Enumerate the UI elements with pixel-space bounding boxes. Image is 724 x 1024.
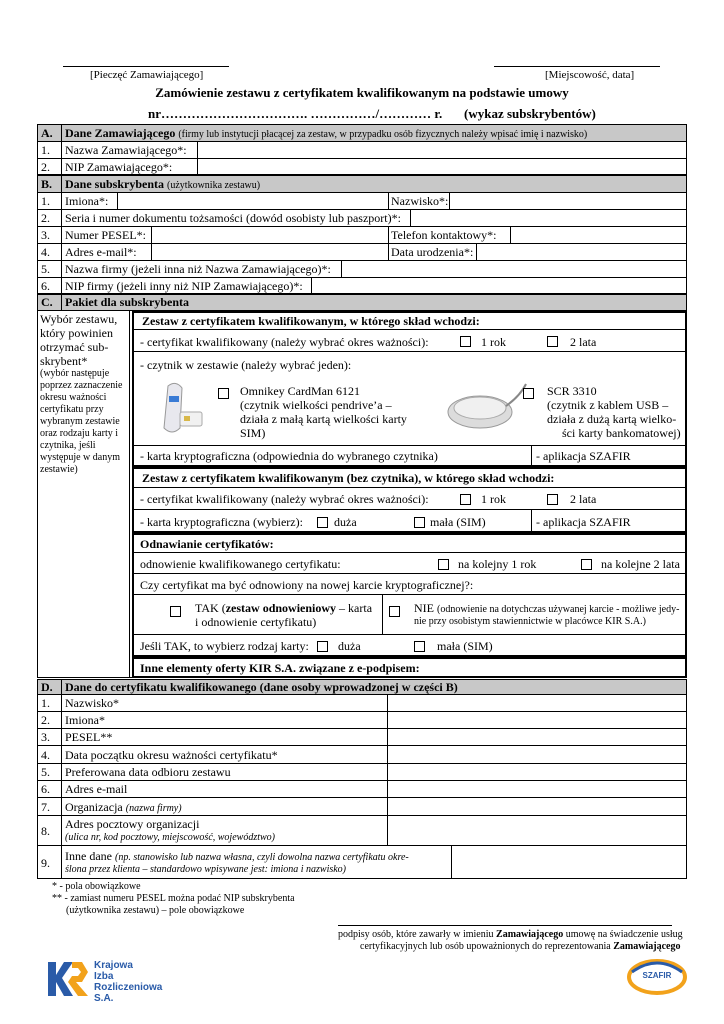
scr3310-desc: ści karty bankomatowej) bbox=[562, 426, 681, 440]
renew-1year-checkbox[interactable] bbox=[438, 559, 449, 570]
section-a-title: Dane Zamawiającego (firmy lub instytucji płacącej za zestaw, w przypadku osób fizycznych należy wpisać imię i nazwisko) bbox=[65, 126, 588, 140]
renew-no-label: NIE (odnowienie na dotychczas używanej karcie - możliwe jedy- bbox=[414, 601, 680, 615]
package-choice-note: (wybór następuje poprzez zaznaczenie okresu ważności certyfikatu przy wybranym zestawie oraz rodzaju karty i czytnika, jeśli występuje w danym zestawie) bbox=[40, 368, 123, 475]
cert-email-label: Adres e-mail bbox=[65, 782, 128, 796]
omnikey-reader-image bbox=[150, 376, 220, 440]
footnote-pesel: ** - zamiast numeru PESEL można podać NIP subskrybenta bbox=[52, 893, 295, 904]
set2-card-line: - karta kryptograficzna (wybierz): bbox=[140, 515, 303, 529]
set2-app-line: - aplikacja SZAFIR bbox=[536, 515, 631, 529]
cert-first-names-label: Imiona* bbox=[65, 713, 105, 727]
cert-email-input[interactable] bbox=[389, 781, 686, 796]
row-num: 8. bbox=[41, 824, 50, 838]
row-num: 3. bbox=[41, 228, 50, 242]
kir-logo bbox=[48, 960, 168, 1004]
renew-yes-label-2: i odnowienie certyfikatu) bbox=[195, 615, 317, 629]
omnikey-desc: SIM) bbox=[240, 426, 266, 440]
company-nip-input[interactable] bbox=[313, 278, 686, 293]
ordering-nip-label: NIP Zamawiającego*: bbox=[65, 160, 173, 174]
omnikey-desc: (czytnik wielkości pendrive’a – bbox=[240, 398, 392, 412]
set2-large-card-label: duża bbox=[334, 515, 357, 529]
row-num: 6. bbox=[41, 782, 50, 796]
row-num: 6. bbox=[41, 279, 50, 293]
cert-pesel-input[interactable] bbox=[389, 729, 686, 744]
cert-other-data-note: ślona przez klienta – standardowo wpisywane jest: imiona i nazwisko) bbox=[65, 864, 347, 875]
kir-logo-text-2: Izba bbox=[94, 971, 114, 982]
cert-postal-address-note: (ulica nr, kod pocztowy, miejscowość, województwo) bbox=[65, 832, 275, 843]
signature-caption-2: certyfikacyjnych lub osób upoważnionych do reprezentowania Zamawiającego bbox=[360, 941, 681, 952]
cert-first-names-input[interactable] bbox=[389, 712, 686, 727]
omnikey-checkbox[interactable] bbox=[218, 388, 229, 399]
company-name-label: Nazwa firmy (jeżeli inna niż Nazwa Zamawiającego)*: bbox=[65, 262, 331, 276]
renew-no-checkbox[interactable] bbox=[389, 606, 400, 617]
phone-input[interactable] bbox=[512, 227, 686, 242]
footnote-pesel-2: (użytkownika zestawu) – pole obowiązkowe bbox=[66, 905, 245, 916]
set1-cert-line: - certyfikat kwalifikowany (należy wybrać okres ważności): bbox=[140, 335, 429, 349]
email-input[interactable] bbox=[153, 244, 387, 259]
set2-2years-checkbox[interactable] bbox=[547, 494, 558, 505]
scr3310-desc: działa z dużą kartą wielko- bbox=[547, 412, 677, 426]
stamp-label: [Pieczęć Zamawiającego] bbox=[90, 69, 204, 81]
row-num: 1. bbox=[41, 696, 50, 710]
scr3310-desc: (czytnik z kablem USB – bbox=[547, 398, 669, 412]
section-c-title: Pakiet dla subskrybenta bbox=[65, 295, 190, 309]
row-num: 2. bbox=[41, 713, 50, 727]
row-num: 1. bbox=[41, 143, 50, 157]
row-num: 5. bbox=[41, 765, 50, 779]
cert-postal-address-label: Adres pocztowy organizacji bbox=[65, 817, 200, 831]
set1-1year-checkbox[interactable] bbox=[460, 336, 471, 347]
cert-other-data-label: Inne dane (np. stanowisko lub nazwa własna, czyli dowolna nazwa certyfikatu okre- bbox=[65, 849, 409, 863]
set2-1year-checkbox[interactable] bbox=[460, 494, 471, 505]
signature-caption-1: podpisy osób, które zawarły w imieniu Zamawiającego umowę na świadczenie usług bbox=[338, 929, 683, 940]
cert-other-data-input[interactable] bbox=[453, 846, 686, 878]
cert-surname-label: Nazwisko* bbox=[65, 696, 119, 710]
row-num: 4. bbox=[41, 748, 50, 762]
first-names-input[interactable] bbox=[119, 193, 387, 208]
cert-start-date-label: Data początku okresu ważności certyfikatu* bbox=[65, 748, 278, 762]
set1-title: Zestaw z certyfikatem kwalifikowanym, w którego skład wchodzi: bbox=[142, 314, 480, 328]
agreement-number: nr……………………………. ……………/………… r. bbox=[148, 106, 443, 121]
company-name-input[interactable] bbox=[343, 261, 686, 276]
cert-postal-address-input[interactable] bbox=[389, 816, 686, 844]
ordering-nip-input[interactable] bbox=[199, 159, 686, 174]
set2-cert-line: - certyfikat kwalifikowany (należy wybrać okres ważności): bbox=[140, 492, 429, 506]
renew-small-card-checkbox[interactable] bbox=[414, 641, 425, 652]
cert-start-date-input[interactable] bbox=[389, 746, 686, 762]
set1-1year-label: 1 rok bbox=[481, 335, 506, 349]
section-d-letter: D. bbox=[41, 680, 53, 694]
email-label: Adres e-mail*: bbox=[65, 245, 137, 259]
cert-surname-input[interactable] bbox=[389, 695, 686, 710]
birth-date-label: Data urodzenia*: bbox=[391, 245, 474, 259]
other-offer-title: Inne elementy oferty KIR S.A. związane z e-podpisem: bbox=[140, 661, 420, 675]
szafir-logo-text: SZAFIR bbox=[642, 971, 672, 980]
set2-small-card-checkbox[interactable] bbox=[414, 517, 425, 528]
pesel-input[interactable] bbox=[153, 227, 387, 242]
form-subtitle: (wykaz subskrybentów) bbox=[464, 106, 596, 121]
renew-2years-label: na kolejne 2 lata bbox=[601, 557, 680, 571]
cert-pickup-date-input[interactable] bbox=[389, 764, 686, 779]
section-a-letter: A. bbox=[41, 126, 53, 140]
omnikey-desc: działa z małą kartą wielkości karty bbox=[240, 412, 407, 426]
renew-line: odnowienie kwalifikowanego certyfikatu: bbox=[140, 557, 341, 571]
phone-label: Telefon kontaktowy*: bbox=[391, 228, 497, 242]
scr3310-checkbox[interactable] bbox=[523, 388, 534, 399]
set2-title: Zestaw z certyfikatem kwalifikowanym (bez czytnika), w którego skład wchodzi: bbox=[142, 471, 555, 485]
szafir-logo bbox=[626, 958, 688, 996]
set1-2years-label: 2 lata bbox=[570, 335, 597, 349]
kir-logo-text-3: Rozliczeniowa S.A. bbox=[94, 982, 163, 1004]
omnikey-name: Omnikey CardMan 6121 bbox=[240, 384, 360, 398]
section-c-letter: C. bbox=[41, 295, 53, 309]
id-document-input[interactable] bbox=[412, 210, 686, 225]
set1-app-line: - aplikacja SZAFIR bbox=[536, 449, 631, 463]
renew-no-note: nie przy osobistym stawiennictwie w placówce KIR S.A.) bbox=[414, 616, 646, 627]
renew-title: Odnawianie certyfikatów: bbox=[140, 537, 274, 551]
first-names-label: Imiona*: bbox=[65, 194, 109, 208]
cert-organization-label: Organizacja (nazwa firmy) bbox=[65, 800, 182, 814]
place-date-label: [Miejscowość, data] bbox=[545, 69, 635, 81]
row-num: 7. bbox=[41, 800, 50, 814]
set1-2years-checkbox[interactable] bbox=[547, 336, 558, 347]
set2-2years-label: 2 lata bbox=[570, 492, 597, 506]
renew-yes-checkbox[interactable] bbox=[170, 606, 181, 617]
pesel-label: Numer PESEL*: bbox=[65, 228, 146, 242]
renew-question: Czy certyfikat ma być odnowiony na nowej karcie kryptograficznej?: bbox=[140, 578, 474, 592]
row-num: 4. bbox=[41, 245, 50, 259]
cert-pickup-date-label: Preferowana data odbioru zestawu bbox=[65, 765, 231, 779]
set1-card-line: - karta kryptograficzna (odpowiednia do wybranego czytnika) bbox=[140, 449, 438, 463]
cert-organization-input[interactable] bbox=[389, 798, 686, 814]
set2-1year-label: 1 rok bbox=[481, 492, 506, 506]
renew-large-card-label: duża bbox=[338, 639, 361, 653]
surname-label: Nazwisko*: bbox=[391, 194, 449, 208]
section-d-title: Dane do certyfikatu kwalifikowanego (dane osoby wprowadzonej w części B) bbox=[65, 680, 458, 694]
row-num: 1. bbox=[41, 194, 50, 208]
birth-date-input[interactable] bbox=[478, 244, 686, 259]
reader-line: - czytnik w zestawie (należy wybrać jeden): bbox=[140, 358, 352, 372]
card-type-question: Jeśli TAK, to wybierz rodzaj karty: bbox=[140, 639, 309, 653]
set2-large-card-checkbox[interactable] bbox=[317, 517, 328, 528]
renew-yes-label: TAK (zestaw odnowieniowy – karta bbox=[195, 601, 373, 615]
company-nip-label: NIP firmy (jeżeli inny niż NIP Zamawiającego)*: bbox=[65, 279, 303, 293]
renew-small-card-label: mała (SIM) bbox=[437, 639, 493, 653]
renew-2years-checkbox[interactable] bbox=[581, 559, 592, 570]
renew-large-card-checkbox[interactable] bbox=[317, 641, 328, 652]
ordering-name-input[interactable] bbox=[199, 142, 686, 157]
section-b-letter: B. bbox=[41, 177, 53, 191]
footnote-required: * - pola obowiązkowe bbox=[52, 881, 141, 892]
scr3310-reader-image bbox=[440, 376, 530, 436]
kir-logo-text-1: Krajowa bbox=[94, 960, 133, 971]
section-b-title: Dane subskrybenta (użytkownika zestawu) bbox=[65, 177, 261, 191]
ordering-name-label: Nazwa Zamawiającego*: bbox=[65, 143, 187, 157]
row-num: 5. bbox=[41, 262, 50, 276]
surname-input[interactable] bbox=[451, 193, 686, 208]
set2-small-card-label: mała (SIM) bbox=[430, 515, 486, 529]
renew-1year-label: na kolejny 1 rok bbox=[458, 557, 537, 571]
id-document-label: Seria i numer dokumentu tożsamości (dowód osobisty lub paszport)*: bbox=[65, 211, 401, 225]
row-num: 2. bbox=[41, 211, 50, 225]
form-title: Zamówienie zestawu z certyfikatem kwalifikowanym na podstawie umowy bbox=[155, 85, 569, 100]
package-choice-intro: Wybór zestawu, który powinien otrzymać sub-skrybent* bbox=[40, 312, 118, 368]
row-num: 9. bbox=[41, 856, 50, 870]
row-num: 3. bbox=[41, 730, 50, 744]
cert-pesel-label: PESEL** bbox=[65, 730, 113, 744]
row-num: 2. bbox=[41, 160, 50, 174]
scr3310-name: SCR 3310 bbox=[547, 384, 597, 398]
